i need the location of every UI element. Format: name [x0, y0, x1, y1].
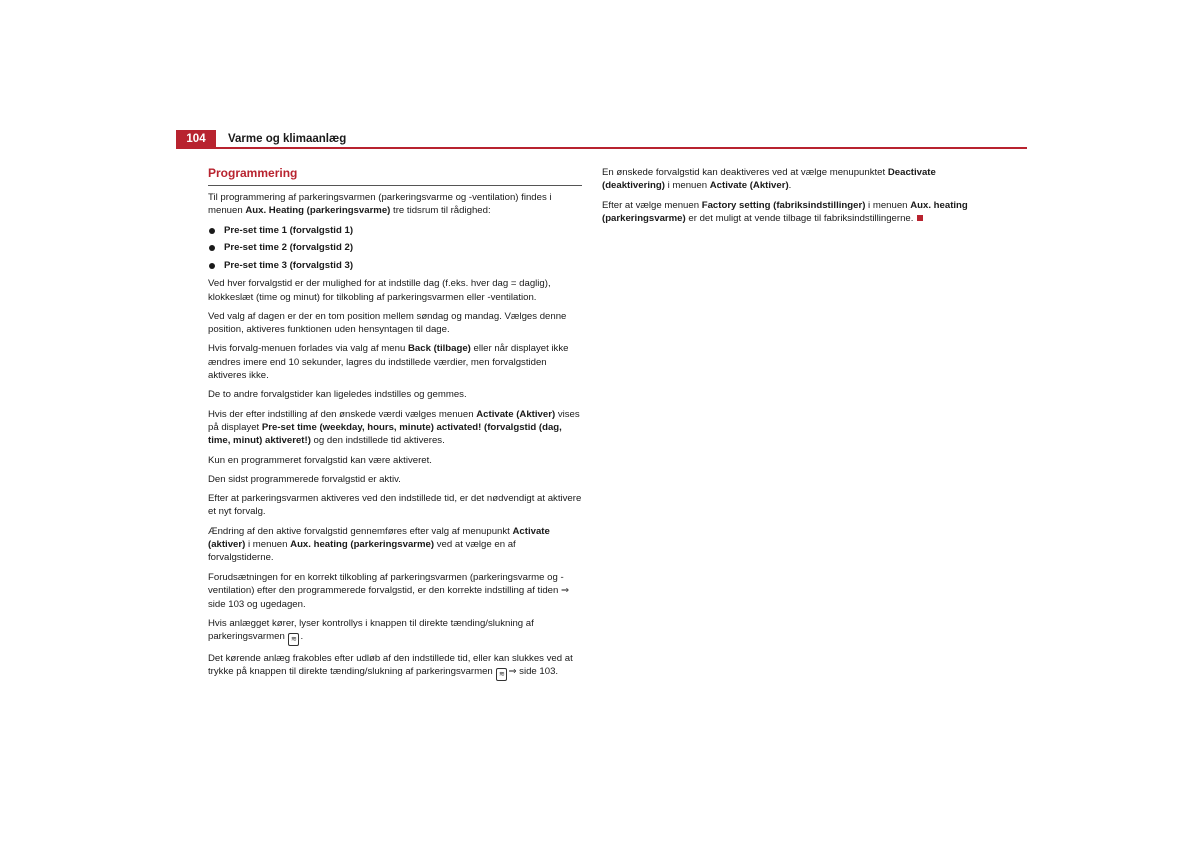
page-number: 104: [176, 130, 216, 149]
list-item: Pre-set time 2 (forvalgstid 2): [208, 241, 582, 254]
left-column: [208, 166, 582, 687]
preset-list: [208, 224, 582, 273]
paragraph: Efter at parkeringsvarmen aktiveres ved den indstillede tid, er det nødvendigt at aktivere et nyt forvalg.: [208, 493, 582, 518]
paragraph: Ved hver forvalgstid er der mulighed for at indstille dag (f.eks. hver dag = daglig), klokkeslæt (time og minut) for tilkobling af parkeringsvarmen eller -ventilation.: [208, 278, 551, 303]
paragraph: En ønskede forvalgstid kan deaktiveres ved at vælge menupunktet Deactivate (deaktivering) i menuen Activate (Aktiver).: [602, 167, 936, 192]
header-rule: [176, 147, 1027, 149]
paragraph: Ændring af den aktive forvalgstid gennemføres efter valg af menupunkt Activate (aktiver) i menuen Aux. heating (parkeringsvarme) ved at vælge en af forvalgstiderne.: [208, 525, 550, 564]
paragraph: Den sidst programmerede forvalgstid er aktiv.: [208, 473, 401, 485]
paragraph: De to andre forvalgstider kan ligeledes indstilles og gemmes.: [208, 389, 467, 401]
paragraph: Kun en programmeret forvalgstid kan være aktiveret.: [208, 454, 432, 466]
parking-heater-key-icon: ≋: [288, 633, 299, 646]
section-end-icon: [917, 215, 923, 221]
list-item: Pre-set time 1 (forvalgstid 1): [208, 224, 582, 237]
paragraph: Hvis der efter indstilling af den ønskede værdi vælges menuen Activate (Aktiver) vises på displayet Pre-set time (weekday, hours, minute) activated! (forvalgstid (dag, time, minut) aktiveret!) og den indstillede tid aktiveres.: [208, 408, 580, 447]
paragraph: Hvis forvalg-menuen forlades via valg af menu Back (tilbage) eller når displayet ikke ændres imere end 10 sekunder, lagres du indstillede værdier, men forvalgstiden aktiveres ikke.: [208, 343, 569, 382]
section-title: Programmering: [208, 166, 582, 186]
list-item: Pre-set time 3 (forvalgstid 3): [208, 259, 582, 272]
paragraph: Ved valg af dagen er der en tom position mellem søndag og mandag. Vælges denne position, aktiveres funktionen uden hensyntagen til dage.: [208, 310, 567, 336]
page-header: [176, 130, 1027, 149]
paragraph: Efter at vælge menuen Factory setting (fabriksindstillinger) i menuen Aux. heating (parkeringsvarme) er det muligt at vende tilbage til fabriksindstillingerne.: [602, 199, 968, 225]
chapter-title: Varme og klimaanlæg: [228, 133, 347, 145]
parking-heater-key-icon: ≋: [496, 668, 507, 681]
paragraph-intro: Til programmering af parkeringsvarmen (parkeringsvarme og -ventilation) findes i menuen Aux. Heating (parkeringsvarme) tre tidsrum til rådighed:: [208, 192, 552, 217]
right-column: [602, 166, 976, 231]
paragraph: Forudsætningen for en korrekt tilkobling af parkeringsvarmen (parkeringsvarme og -ventilation) efter den programmerede forvalgstid, er den korrekte indstilling af tiden ⇒ side 103 og ugedagen.: [208, 571, 570, 610]
paragraph: Hvis anlægget kører, lyser kontrollys i knappen til direkte tænding/slukning af parkeringsvarmen ≋ .: [208, 617, 582, 646]
paragraph: Det kørende anlæg frakobles efter udløb af den indstillede tid, eller kan slukkes ved at trykke på knappen til direkte tænding/slukning af parkeringsvarmen ≋ ⇒ side 103.: [208, 652, 582, 681]
